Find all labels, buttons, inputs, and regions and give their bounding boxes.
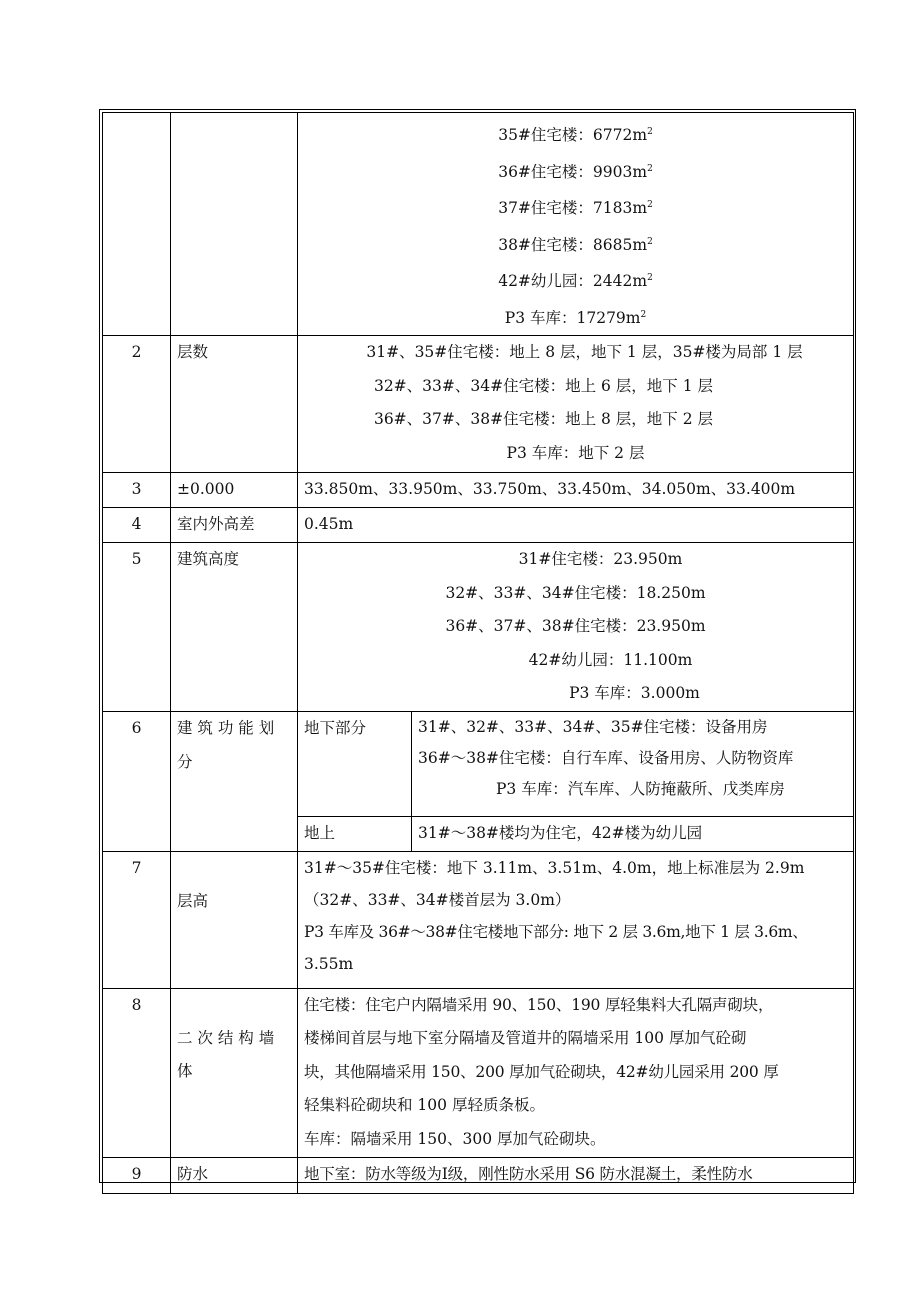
row-number: 9 <box>103 1157 171 1193</box>
row-number: 3 <box>103 473 171 508</box>
story-line: P3 车库及 36#～38#住宅楼地下部分: 地下 2 层 3.6m,地下 1 层 3.6m、 <box>304 922 808 941</box>
row-label: ±0.000 <box>171 473 298 508</box>
area-line: 42#幼儿园：$2442m^2$ <box>498 272 653 290</box>
area-line: 36#住宅楼：$9903m^2$ <box>498 162 653 181</box>
row-number: 8 <box>103 988 171 1157</box>
height-line: 36#、37#、38#住宅楼：23.950m <box>445 617 706 635</box>
wall-line: 楼梯间首层与地下室分隔墙及管道井的隔墙采用 100 厚加气砼砌 <box>304 1029 747 1047</box>
area-line: P3 车库：$17279m^2$ <box>504 308 647 327</box>
table-row <box>103 473 854 508</box>
row-value <box>298 988 854 1157</box>
floor-line: 32#、33#、34#住宅楼：地上 6 层，地下 1 层 <box>373 376 714 395</box>
height-line: P3 车库：3.000m <box>569 684 700 702</box>
area-line: 38#住宅楼：$8685m^2$ <box>498 235 653 254</box>
sub-label: 地下部分 <box>298 712 412 817</box>
spec-table <box>102 112 854 1194</box>
row-label-line: 建 筑 功 能 划 <box>177 719 275 737</box>
area-line: 37#住宅楼：$7183m^2$ <box>498 199 653 217</box>
row-label <box>171 712 298 852</box>
area-line: 35#住宅楼：$6772m^2$ <box>498 126 653 144</box>
row-number: 2 <box>103 336 171 473</box>
row-value: 地下室：防水等级为Ⅰ级，刚性防水采用 S6 防水混凝土，柔性防水 <box>298 1157 854 1193</box>
row-label: 层高 <box>171 851 298 988</box>
story-line: （32#、33#、34#楼首层为 3.0m） <box>304 890 571 909</box>
function-line: 31#、32#、33#、34#、35#住宅楼：设备用房 <box>418 718 768 736</box>
row-label <box>171 113 298 336</box>
row-number: 6 <box>103 712 171 852</box>
row-number <box>103 113 171 336</box>
row-value <box>298 543 854 712</box>
row-value <box>298 336 854 473</box>
height-line: 31#住宅楼：23.950m <box>518 550 683 568</box>
story-line: 31#～35#住宅楼：地下 3.11m、3.51m、4.0m，地上标准层为 2.9m <box>304 858 805 877</box>
row-value: 0.45m <box>298 508 854 543</box>
floor-line: 31#、35#住宅楼：地上 8 层，地下 1 层，35#楼为局部 1 层 <box>366 343 803 361</box>
floor-line: P3 车库：地下 2 层 <box>506 443 645 462</box>
row-label-line: 体 <box>177 1062 193 1080</box>
function-line: 36#～38#住宅楼：自行车库、设备用房、人防物资库 <box>418 749 794 767</box>
wall-line: 轻集料砼砌块和 100 厚轻质条板。 <box>304 1096 545 1114</box>
row-value <box>298 113 854 336</box>
table-row <box>103 336 854 473</box>
row-label: 建筑高度 <box>171 543 298 712</box>
row-number: 5 <box>103 543 171 712</box>
height-line: 32#、33#、34#住宅楼：18.250m <box>445 583 706 602</box>
table-row <box>103 712 854 817</box>
table-row <box>103 1157 854 1193</box>
wall-line: 块，其他隔墙采用 150、200 厚加气砼砌块，42#幼儿园采用 200 厚 <box>304 1062 779 1081</box>
row-label-line: 二 次 结 构 墙 <box>177 1028 275 1047</box>
row-value: 33.850m、33.950m、33.750m、33.450m、34.050m、33.400m <box>298 473 854 508</box>
table-row <box>103 543 854 712</box>
row-label: 层数 <box>171 336 298 473</box>
table-row <box>103 988 854 1157</box>
row-number: 4 <box>103 508 171 543</box>
height-line: 42#幼儿园：11.100m <box>528 650 693 669</box>
wall-line: 车库：隔墙采用 150、300 厚加气砼砌块。 <box>304 1129 606 1148</box>
floor-line: 36#、37#、38#住宅楼：地上 8 层，地下 2 层 <box>373 410 714 428</box>
row-value <box>298 851 854 988</box>
sub-label: 地上 <box>298 817 412 852</box>
row-label: 室内外高差 <box>171 508 298 543</box>
table-row <box>103 113 854 336</box>
wall-line: 住宅楼：住宅户内隔墙采用 90、150、190 厚轻集料大孔隔声砌块， <box>304 995 774 1014</box>
row-number: 7 <box>103 851 171 988</box>
table-row <box>103 508 854 543</box>
row-label: 防水 <box>171 1157 298 1193</box>
row-label-line: 分 <box>177 752 193 771</box>
function-line: P3 车库：汽车库、人防掩蔽所、戊类库房 <box>496 780 785 798</box>
row-label <box>171 988 298 1157</box>
story-line: 3.55m <box>304 954 354 973</box>
sub-value: 31#～38#楼均为住宅，42#楼为幼儿园 <box>412 817 854 852</box>
table-row <box>103 851 854 988</box>
sub-value <box>412 712 854 817</box>
